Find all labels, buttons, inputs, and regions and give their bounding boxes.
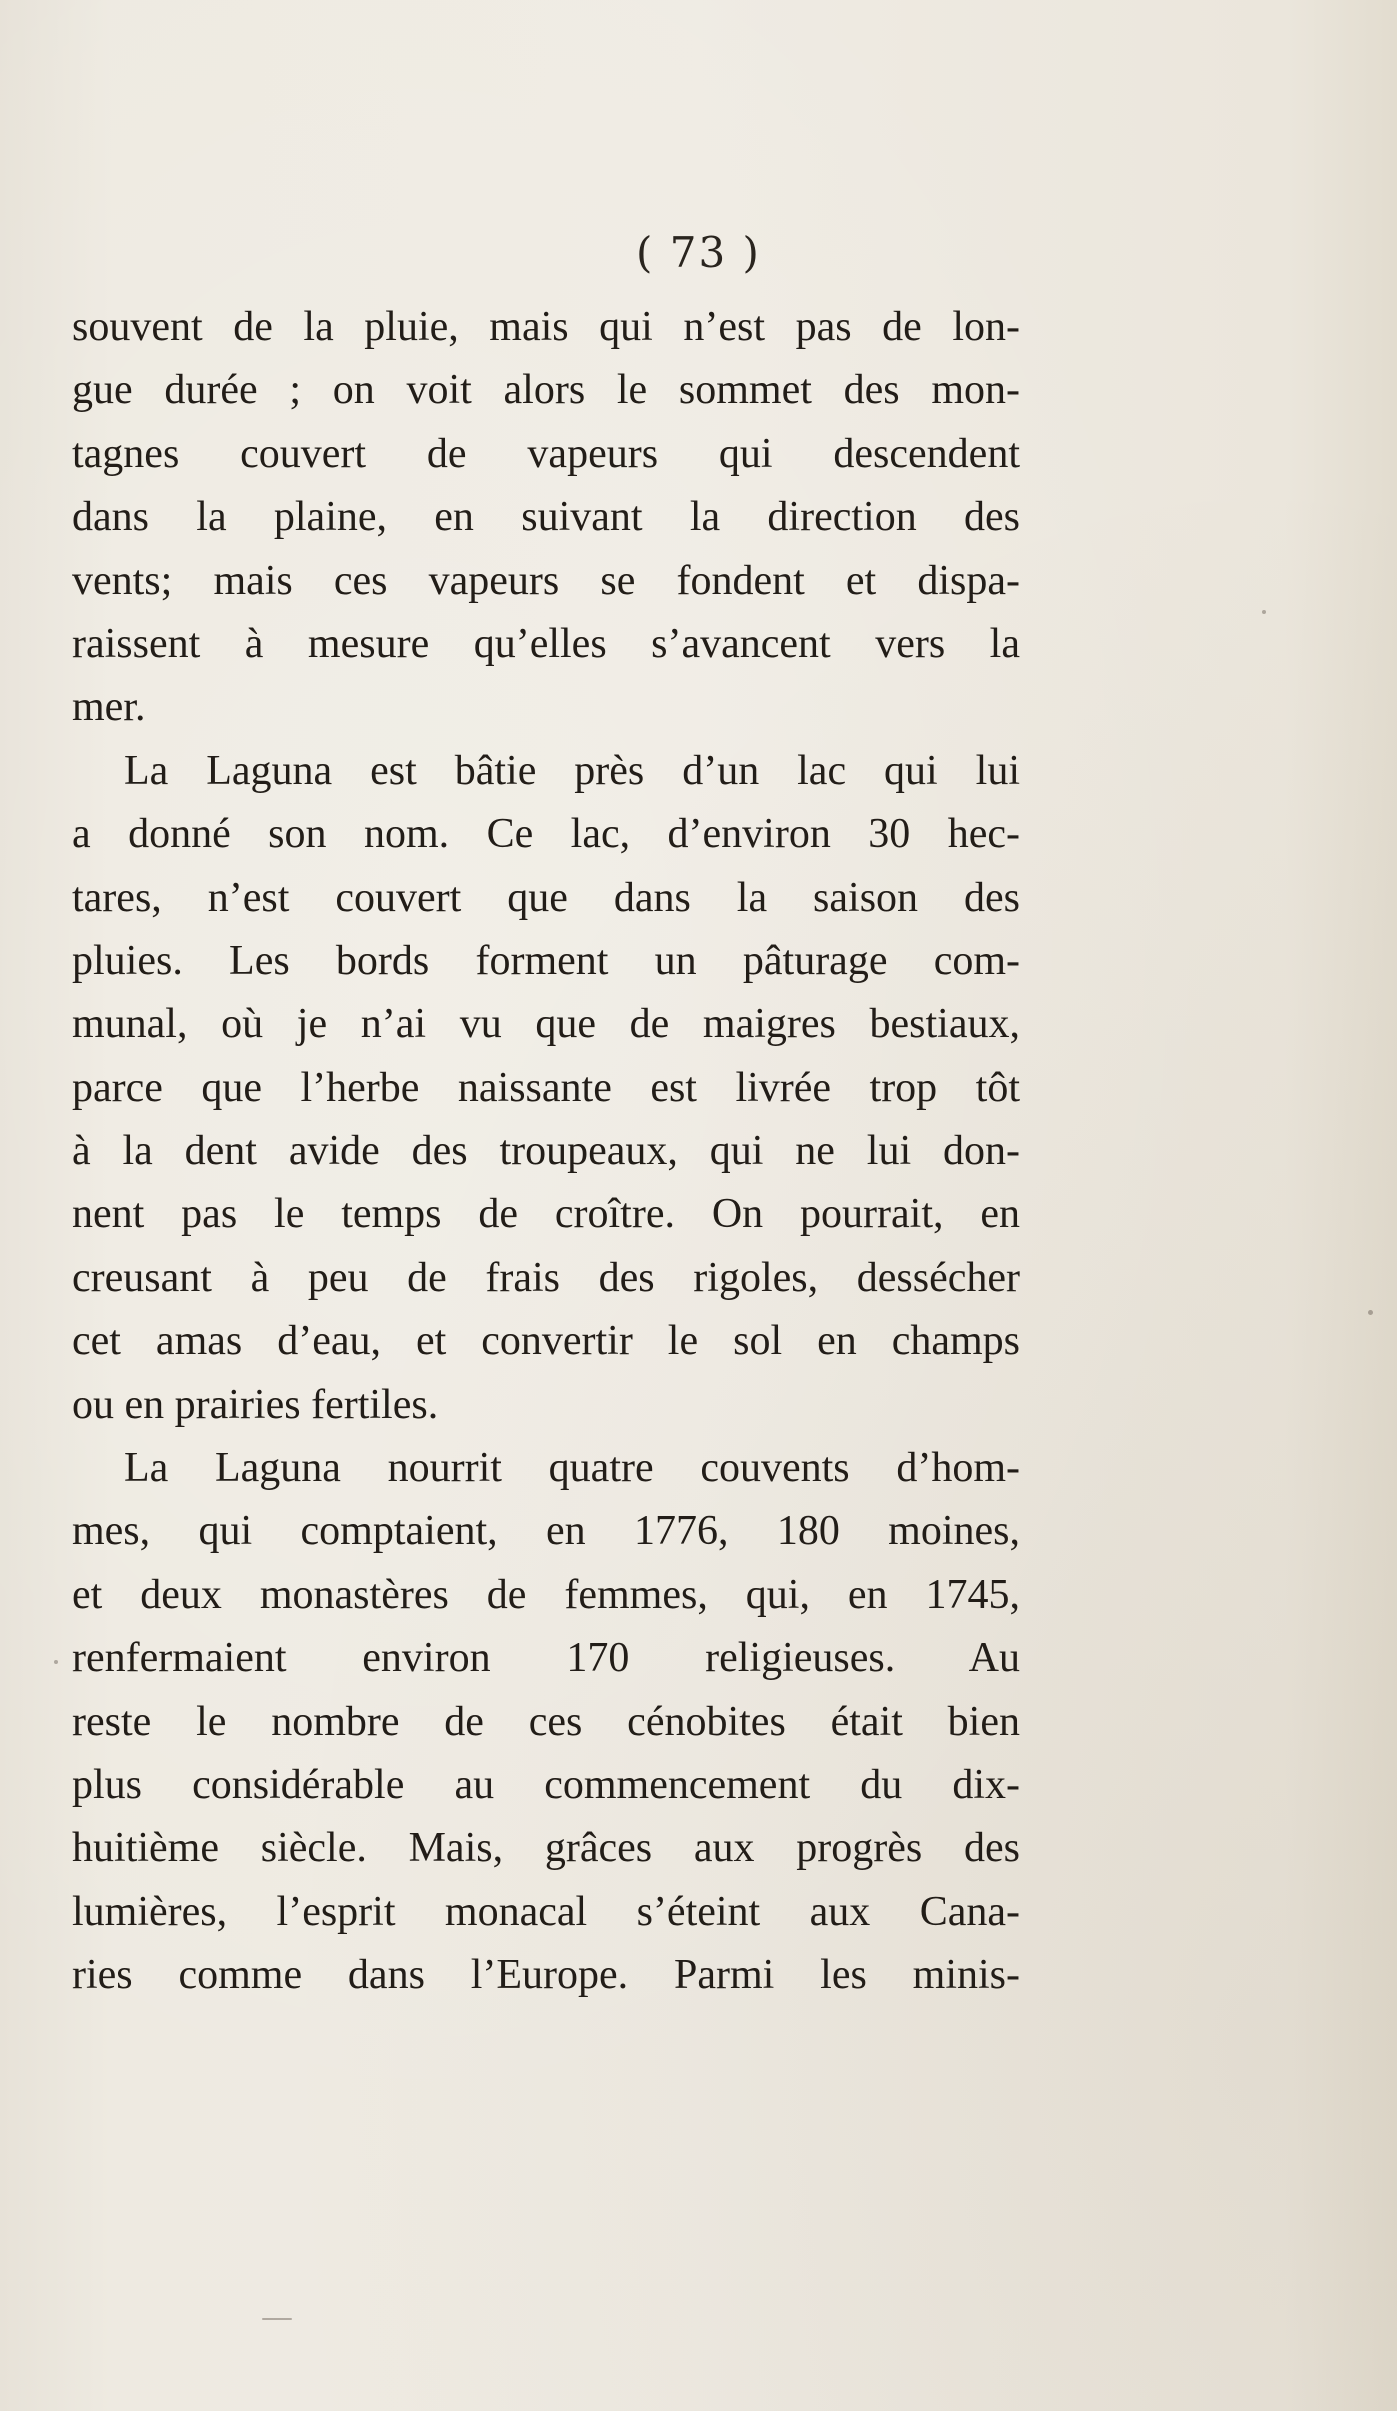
- text-line: munal, où je n’ai vu que de maigres bestiaux,: [72, 1001, 1020, 1048]
- text-line: renfermaient environ 170 religieuses. Au: [72, 1635, 1020, 1682]
- body-text: [72, 296, 1020, 2008]
- text-line: à la dent avide des troupeaux, qui ne lui don-: [72, 1128, 1020, 1175]
- text-line: gue durée ; on voit alors le sommet des mon-: [72, 367, 1020, 414]
- text-line: lumières, l’esprit monacal s’éteint aux Cana-: [72, 1888, 1020, 1935]
- text-line: plus considérable au commencement du dix-: [72, 1761, 1020, 1808]
- text-line: huitième siècle. Mais, grâces aux progrès des: [72, 1825, 1020, 1872]
- text-line: La Laguna nourrit quatre couvents d’hom-: [124, 1445, 1020, 1492]
- text-line: tagnes couvert de vapeurs qui descendent: [72, 430, 1020, 477]
- text-line: reste le nombre de ces cénobites était bien: [72, 1698, 1020, 1745]
- text-line: et deux monastères de femmes, qui, en 1745,: [72, 1571, 1020, 1618]
- text-line: vents; mais ces vapeurs se fondent et dispa-: [72, 557, 1020, 604]
- paper-speck: [54, 1660, 58, 1664]
- text-line: tares, n’est couvert que dans la saison des: [72, 874, 1020, 921]
- page-number: ( 73 ): [636, 228, 761, 277]
- text-line: parce que l’herbe naissante est livrée trop tôt: [72, 1064, 1020, 1111]
- paper-speck: [1262, 610, 1266, 614]
- text-line: nent pas le temps de croître. On pourrait, en: [72, 1191, 1020, 1238]
- text-line: dans la plaine, en suivant la direction des: [72, 494, 1020, 541]
- text-line: ries comme dans l’Europe. Parmi les minis-: [72, 1952, 1020, 1999]
- text-line: mes, qui comptaient, en 1776, 180 moines,: [72, 1508, 1020, 1555]
- paper-speck: [1368, 1310, 1373, 1315]
- paragraph-2: [72, 740, 1020, 1437]
- paragraph-3: [72, 1437, 1020, 2008]
- text-line: a donné son nom. Ce lac, d’environ 30 hec-: [72, 811, 1020, 858]
- text-line: mer.: [72, 684, 146, 731]
- text-line: La Laguna est bâtie près d’un lac qui lui: [124, 747, 1020, 794]
- text-line: creusant à peu de frais des rigoles, dessécher: [72, 1254, 1020, 1301]
- text-line: pluies. Les bords forment un pâturage com-: [72, 937, 1020, 984]
- text-line: souvent de la pluie, mais qui n’est pas de lon-: [72, 304, 1020, 350]
- text-line: raissent à mesure qu’elles s’avancent vers la: [72, 620, 1020, 667]
- text-line: cet amas d’eau, et convertir le sol en champs: [72, 1318, 1020, 1365]
- text-line: ou en prairies fertiles.: [72, 1381, 439, 1428]
- paper-speck: [262, 2318, 292, 2320]
- paragraph-1: [72, 296, 1020, 740]
